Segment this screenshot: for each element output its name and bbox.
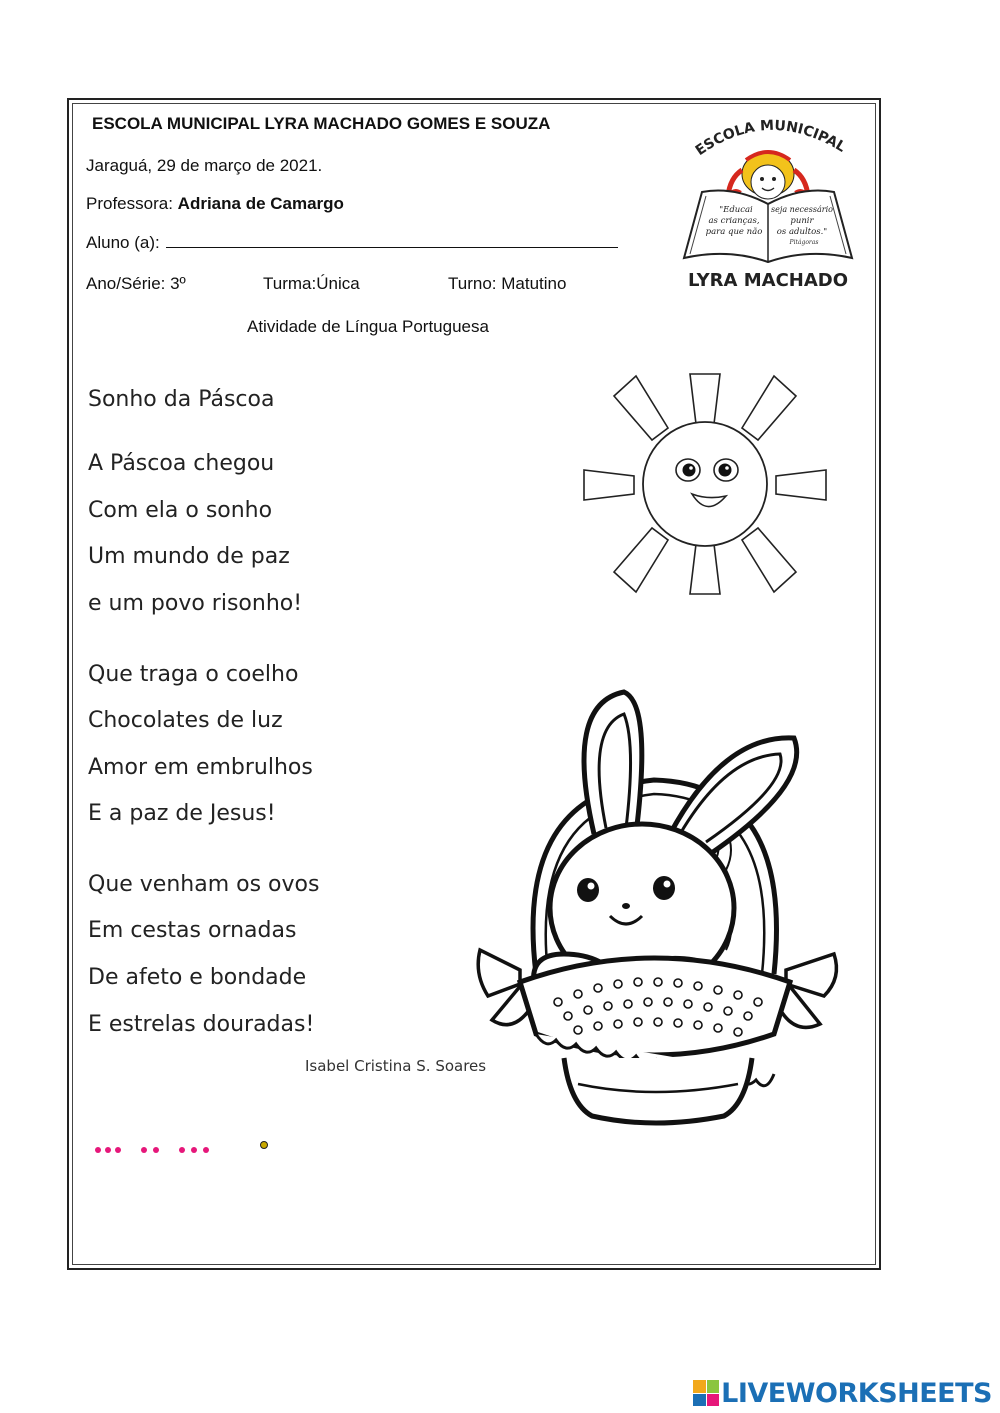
logo-quote-l1: "Educai [719,205,753,215]
sun-face [643,422,767,546]
logo-quote-l2: as crianças, [708,216,760,226]
poem-s2-line2: Chocolates de luz [88,708,283,733]
logo-bottom-text: LYRA MACHADO [687,270,849,291]
poem-s3-line4: E estrelas douradas! [88,1012,315,1037]
poem-s1-line1: A Páscoa chegou [88,451,275,476]
logo-arc-textpath: ESCOLA MUNICIPAL [692,117,849,160]
teacher-line [86,194,344,214]
poem-author: Isabel Cristina S. Soares [305,1057,487,1075]
teacher-name: Adriana de Camargo [177,194,344,213]
logo-quote-r1: seja necessário [771,205,833,214]
liveworksheets-logo-icon [693,1380,719,1406]
school-name: ESCOLA MUNICIPAL LYRA MACHADO GOMES E SOUZA [92,114,551,133]
pink-mark-decoration [94,1140,284,1156]
poem-s2-line3: Amor em embrulhos [88,755,313,780]
poem-s1-line2: Com ela o sonho [88,498,273,523]
poem-s1-line4: e um povo risonho! [88,591,303,616]
class-label: Turma:Única [263,274,360,293]
bunny-basket-illustration [474,684,854,1130]
school-logo [676,108,860,294]
poem-title: Sonho da Páscoa [88,387,275,412]
logo-quote-r3: os adultos." [776,227,828,237]
liveworksheets-text: LIVEWORKSHEETS [721,1377,992,1409]
student-line [86,231,618,253]
poem-s2-line4: E a paz de Jesus! [88,801,276,826]
year-label: Ano/Série: 3º [86,274,186,293]
student-label: Aluno (a): [86,233,160,252]
date-line: Jaraguá, 29 de março de 2021. [86,156,323,175]
poem-s3-line3: De afeto e bondade [88,965,307,990]
poem-s3-line2: Em cestas ornadas [88,918,297,943]
teacher-label: Professora: [86,194,173,213]
sun-illustration [580,366,830,602]
poem-s2-line1: Que traga o coelho [88,662,299,687]
logo-book [684,191,852,263]
activity-subject: Atividade de Língua Portuguesa [247,317,489,336]
logo-signature: Pitágoras [789,239,819,246]
logo-quote-l3: para que não [705,227,763,237]
student-name-blank[interactable] [166,231,618,248]
poem-s1-line3: Um mundo de paz [88,544,290,569]
shift-label: Turno: Matutino [448,274,567,293]
poem-s3-line1: Que venham os ovos [88,872,320,897]
liveworksheets-watermark [693,1378,992,1408]
logo-quote-r2: punir [790,216,814,226]
